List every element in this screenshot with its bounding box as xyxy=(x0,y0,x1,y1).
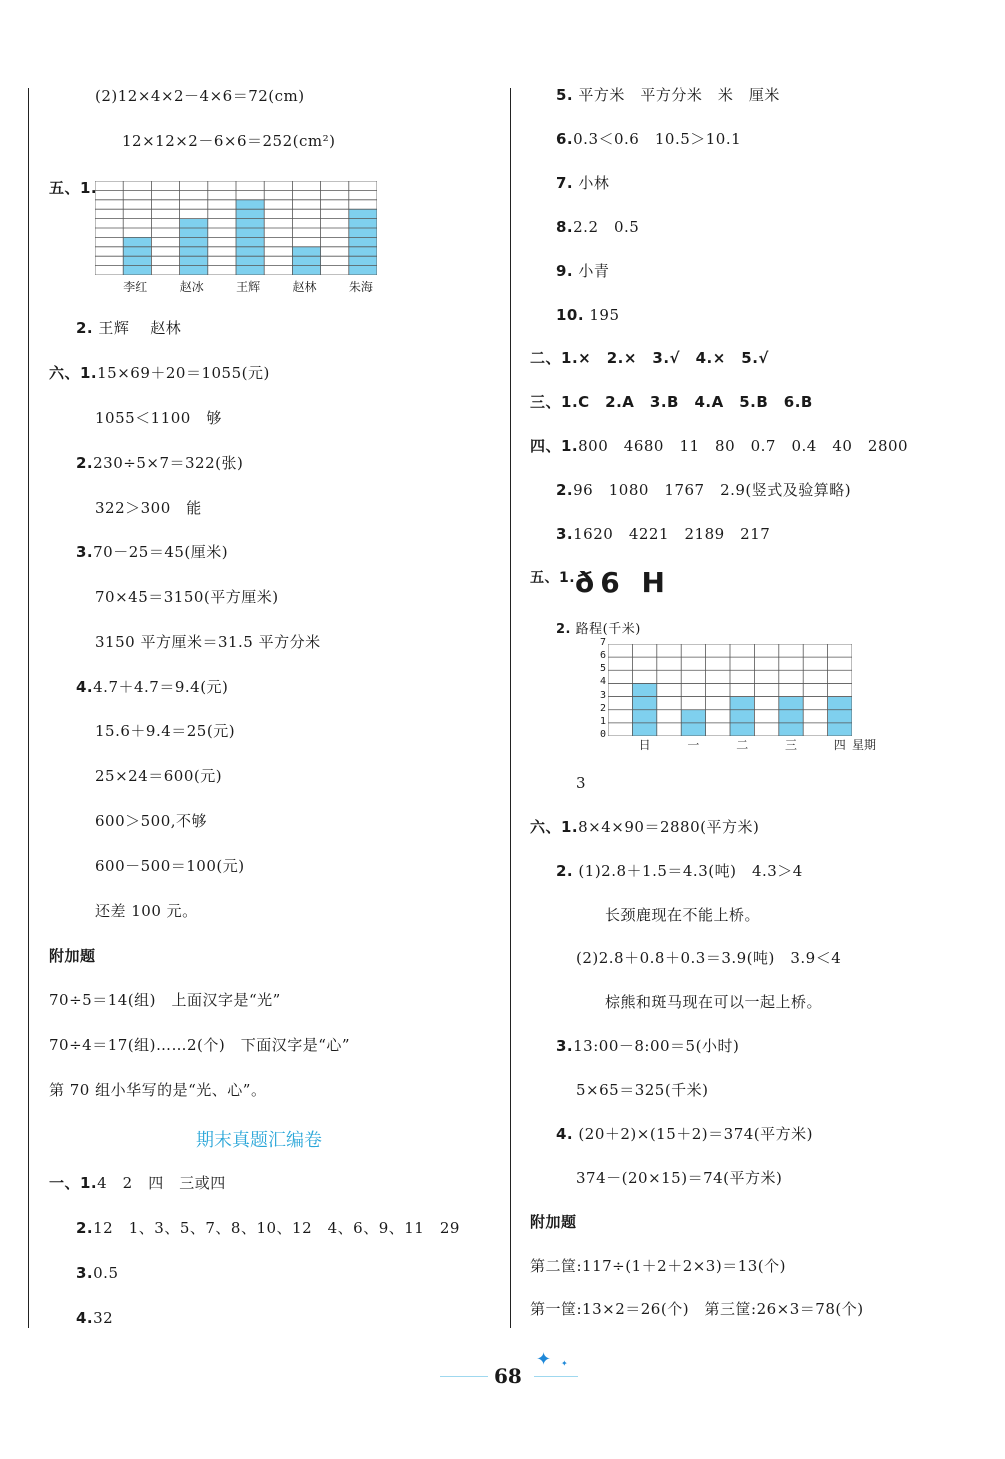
right-extra-1: 第二筐:117÷(1＋2＋2×3)＝13(个) xyxy=(530,1257,786,1275)
handwritten-mirror-answer: ð6 H xyxy=(575,566,671,599)
item-number: 4. xyxy=(76,1309,94,1327)
right-section-three xyxy=(530,392,813,412)
item-text: 小青 xyxy=(578,262,610,280)
chart1-category-label-4: 朱海 xyxy=(348,280,373,294)
section-six-label: 六、1. xyxy=(530,818,579,836)
right-10 xyxy=(556,305,620,325)
left-final-2 xyxy=(76,1218,460,1238)
bar-chart-1 xyxy=(95,181,377,275)
right-six-2d: 棕熊和斑马现在可以一起上桥。 xyxy=(605,993,823,1011)
chart2-bar-2 xyxy=(730,697,754,736)
item-text: 195 xyxy=(589,306,620,324)
item-number: 10. xyxy=(556,306,585,324)
chart1-category-label-1: 赵冰 xyxy=(179,280,204,294)
left-six-2b: 322＞300 能 xyxy=(95,499,202,517)
item-text: 32 xyxy=(93,1309,114,1327)
item-text: (1)2.8＋1.5＝4.3(吨) 4.3＞4 xyxy=(578,862,803,880)
left-six-4f: 还差 100 元。 xyxy=(95,902,198,920)
left-extra-title: 附加题 xyxy=(49,947,96,965)
right-six-3b: 5×65＝325(千米) xyxy=(576,1081,709,1099)
item-number: 2. xyxy=(76,319,94,337)
item-number: 4. xyxy=(76,678,94,696)
item-number: 3. xyxy=(76,543,94,561)
star-icon: ✦ xyxy=(536,1349,552,1370)
left-six-4c: 25×24＝600(元) xyxy=(95,767,223,785)
left-six-1b: 1055＜1100 够 xyxy=(95,409,222,427)
right-six-2 xyxy=(556,861,803,881)
left-six-3c: 3150 平方厘米＝31.5 平方分米 xyxy=(95,633,321,651)
section-four-label: 四、1. xyxy=(530,437,579,455)
right-six-2c: (2)2.8＋0.8＋0.3＝3.9(吨) 3.9＜4 xyxy=(576,949,842,967)
footer-line-left xyxy=(440,1376,488,1377)
item-number: 5. xyxy=(556,86,574,104)
left-final-1 xyxy=(49,1173,226,1193)
item-number: 3. xyxy=(76,1264,94,1282)
bar-chart-2 xyxy=(608,644,852,736)
chart2-ylabel: 路程(千米) xyxy=(575,622,641,637)
item-text: 0.5 xyxy=(93,1264,119,1282)
chart2-ytick-0: 0 xyxy=(600,729,607,740)
chart2-ytick-6: 6 xyxy=(600,650,607,662)
item-text: 12 1、3、5、7、8、10、12 4、6、9、11 29 xyxy=(93,1219,460,1237)
item-text: 230÷5×7＝322(张) xyxy=(93,454,244,472)
left-margin-rule xyxy=(28,88,29,1328)
right-six-2b: 长颈鹿现在不能上桥。 xyxy=(605,906,761,924)
chart1-category-label-0: 李红 xyxy=(123,280,148,294)
chart2-bar-4 xyxy=(828,697,852,736)
item-number: 3. xyxy=(556,525,574,543)
chart2-category-label-3: 三 xyxy=(785,738,798,752)
section-three-label: 三、 xyxy=(530,393,562,411)
right-section-two xyxy=(530,348,769,368)
right-six-1 xyxy=(530,817,759,837)
item-number: 2. xyxy=(556,862,574,880)
right-six-3 xyxy=(556,1036,739,1056)
chart1-bar-4 xyxy=(349,209,377,275)
item-text: 70－25＝45(厘米) xyxy=(93,543,229,561)
chart2-ytick-2: 2 xyxy=(600,702,607,714)
chart2-ytick-1: 1 xyxy=(600,715,607,727)
final-exam-title: 期末真题汇编卷 xyxy=(196,1130,322,1151)
item-number: 9. xyxy=(556,262,574,280)
item-text: 0.3＜0.6 10.5＞10.1 xyxy=(573,130,742,148)
chart2-ytick-7: 7 xyxy=(600,637,607,648)
chart2-category-label-0: 日 xyxy=(638,738,651,752)
item-text: 2.2 0.5 xyxy=(573,218,640,236)
right-9 xyxy=(556,261,609,281)
left-extra-1: 70÷5＝14(组) 上面汉字是“光” xyxy=(49,991,281,1009)
right-6 xyxy=(556,129,741,149)
chart1-bar-3 xyxy=(292,247,320,275)
chart1-svg xyxy=(95,181,377,275)
center-divider-rule xyxy=(510,88,511,1328)
left-six-3 xyxy=(76,542,228,562)
item-text: 小林 xyxy=(578,174,610,192)
small-star-icon: ✦ xyxy=(561,1359,568,1368)
item-number: 4. xyxy=(556,1125,574,1143)
left-six-4e: 600－500＝100(元) xyxy=(95,857,245,875)
item-text: 15×69＋20＝1055(元) xyxy=(97,364,270,382)
item-text: 4 2 四 三或四 xyxy=(97,1174,226,1192)
right-four-3 xyxy=(556,524,770,544)
item-text: (20＋2)×(15＋2)＝374(平方米) xyxy=(578,1125,813,1143)
left-line-2: 12×12×2－6×6＝252(cm²) xyxy=(122,132,336,150)
right-six-4 xyxy=(556,1124,813,1144)
chart2-category-label-4: 四 xyxy=(833,738,846,752)
left-six-4b: 15.6＋9.4＝25(元) xyxy=(95,722,236,740)
item-number: 2. xyxy=(76,454,94,472)
chart2-ytick-5: 5 xyxy=(600,663,607,675)
right-five-2 xyxy=(556,620,641,640)
section-three-items: 1.C 2.A 3.B 4.A 5.B 6.B xyxy=(561,393,813,411)
item-text: 96 1080 1767 2.9(竖式及验算略) xyxy=(573,481,852,499)
right-extra-2: 第一筐:13×2＝26(个) 第三筐:26×3＝78(个) xyxy=(530,1300,864,1318)
item-number: 3. xyxy=(556,1037,574,1055)
item-number: 2. xyxy=(556,622,571,637)
left-six-4d: 600＞500,不够 xyxy=(95,812,208,830)
section-one-label: 一、1. xyxy=(49,1174,98,1192)
right-six-4b: 374－(20×15)＝74(平方米) xyxy=(576,1169,783,1187)
left-five-2 xyxy=(76,318,181,338)
right-7 xyxy=(556,173,609,193)
right-8 xyxy=(556,217,639,237)
right-four-2 xyxy=(556,480,851,500)
item-text: 4.7＋4.7＝9.4(元) xyxy=(93,678,229,696)
left-six-3b: 70×45＝3150(平方厘米) xyxy=(95,588,279,606)
item-text: 平方米 平方分米 米 厘米 xyxy=(578,86,780,104)
chart2-bar-3 xyxy=(779,697,803,736)
left-six-1 xyxy=(49,363,270,383)
left-six-4 xyxy=(76,677,228,697)
item-number: 2. xyxy=(556,481,574,499)
section-five-label: 五、1. xyxy=(49,179,98,197)
left-final-3 xyxy=(76,1263,119,1283)
section-two-label: 二、 xyxy=(530,349,562,367)
item-text: 13:00－8:00＝5(小时) xyxy=(573,1037,740,1055)
footer-line-right xyxy=(534,1376,578,1377)
item-number: 7. xyxy=(556,174,574,192)
right-five-2-answer: 3 xyxy=(576,774,587,792)
right-extra-title: 附加题 xyxy=(530,1213,577,1231)
chart2-ytick-3: 3 xyxy=(600,689,607,701)
left-final-4 xyxy=(76,1308,113,1328)
right-5 xyxy=(556,85,780,105)
chart1-category-label-3: 赵林 xyxy=(292,280,317,294)
left-six-2 xyxy=(76,453,243,473)
item-number: 6. xyxy=(556,130,574,148)
chart2-category-label-2: 二 xyxy=(736,738,749,752)
left-extra-2: 70÷4＝17(组)……2(个) 下面汉字是“心” xyxy=(49,1036,351,1054)
chart2-svg xyxy=(608,644,852,736)
right-four-1 xyxy=(530,436,908,456)
item-text: 王辉 赵林 xyxy=(98,319,182,337)
left-extra-3: 第 70 组小华写的是“光、心”。 xyxy=(49,1081,267,1099)
item-number: 8. xyxy=(556,218,574,236)
chart2-xlabel: 星期 xyxy=(852,738,877,752)
item-number: 2. xyxy=(76,1219,94,1237)
right-section-five-label: 五、1. xyxy=(530,570,576,586)
left-line-1: (2)12×4×2－4×6＝72(cm) xyxy=(95,87,305,105)
chart1-category-label-2: 王辉 xyxy=(236,280,261,294)
item-text: 8×4×90＝2880(平方米) xyxy=(578,818,760,836)
section-six-label: 六、1. xyxy=(49,364,98,382)
page-number: 68 xyxy=(494,1364,522,1388)
chart2-category-label-1: 一 xyxy=(687,738,700,752)
section-two-items: 1.× 2.× 3.√ 4.× 5.√ xyxy=(561,349,769,367)
chart2-ytick-4: 4 xyxy=(600,676,607,688)
item-text: 800 4680 11 80 0.7 0.4 40 2800 xyxy=(578,437,909,455)
item-text: 1620 4221 2189 217 xyxy=(573,525,771,543)
